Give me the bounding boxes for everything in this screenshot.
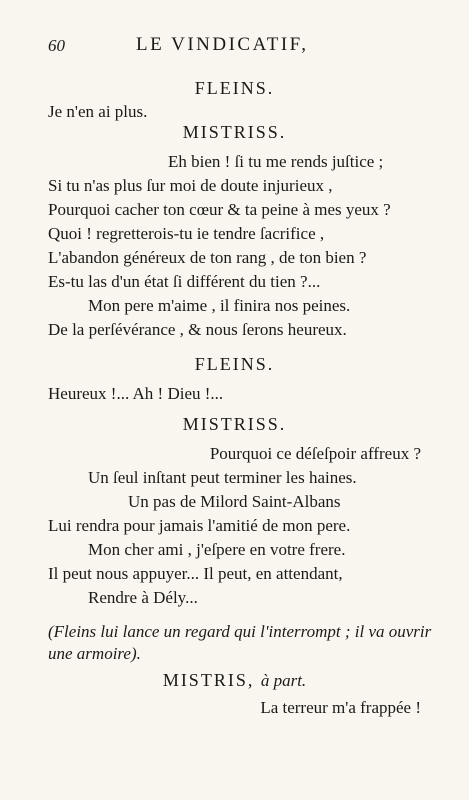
verse-line: Heureux !... Ah ! Dieu !... xyxy=(48,384,224,403)
verse-line: Quoi ! regretterois-tu ie tendre ſacrifice , xyxy=(48,224,325,243)
stage-direction-line: (Fleins lui lance un regard qui l'interrompt ; il va ouvrir xyxy=(48,622,432,641)
verse-line: L'abandon généreux de ton rang , de ton bien ? xyxy=(48,248,367,267)
verse-line: Un ſeul inſtant peut terminer les haines. xyxy=(88,468,357,487)
verse-line: Mon pere m'aime , il finira nos peines. xyxy=(88,296,351,315)
verse-line: La terreur m'a frappée ! xyxy=(260,698,421,717)
verse-line: Eh bien ! ſi tu me rends juſtice ; xyxy=(168,152,384,171)
aside-direction: à part. xyxy=(260,671,307,690)
verse-line: Pourquoi ce déſeſpoir affreux ? xyxy=(209,444,421,463)
running-header xyxy=(48,34,423,56)
verse-line: Mon cher ami , j'eſpere en votre frere. xyxy=(88,540,346,559)
stage-direction-line: une armoire). xyxy=(48,644,141,663)
verse-line: Es-tu las d'un état ſi différent du tien ?... xyxy=(48,272,321,291)
verse-line: Si tu n'as plus ſur moi de doute injurieux , xyxy=(48,176,333,195)
verse-line: De la perſévérance , & nous ſerons heureux. xyxy=(48,320,347,339)
verse-line: Il peut nous appuyer... Il peut, en attendant, xyxy=(48,564,343,583)
verse-line: Rendre à Dély... xyxy=(88,588,198,607)
verse-line: Lui rendra pour jamais l'amitié de mon pere. xyxy=(48,516,351,535)
speaker-name: MISTRIS, xyxy=(162,670,255,690)
verse-line: Pourquoi cacher ton cœur & ta peine à mes yeux ? xyxy=(48,200,391,219)
speaker-heading-fleins: FLEINS. xyxy=(194,78,275,98)
page-number: 60 xyxy=(48,36,65,55)
speaker-heading-mistriss: MISTRISS. xyxy=(182,414,287,434)
speaker-heading-fleins: FLEINS. xyxy=(194,354,275,374)
verse-line: Je n'en ai plus. xyxy=(48,102,148,121)
running-title: LE VINDICATIF, xyxy=(136,34,309,55)
verse-line: Un pas de Milord Saint-Albans xyxy=(128,492,341,511)
speaker-heading-mistris-aside xyxy=(0,670,469,691)
speaker-heading-mistriss: MISTRISS. xyxy=(182,122,287,142)
